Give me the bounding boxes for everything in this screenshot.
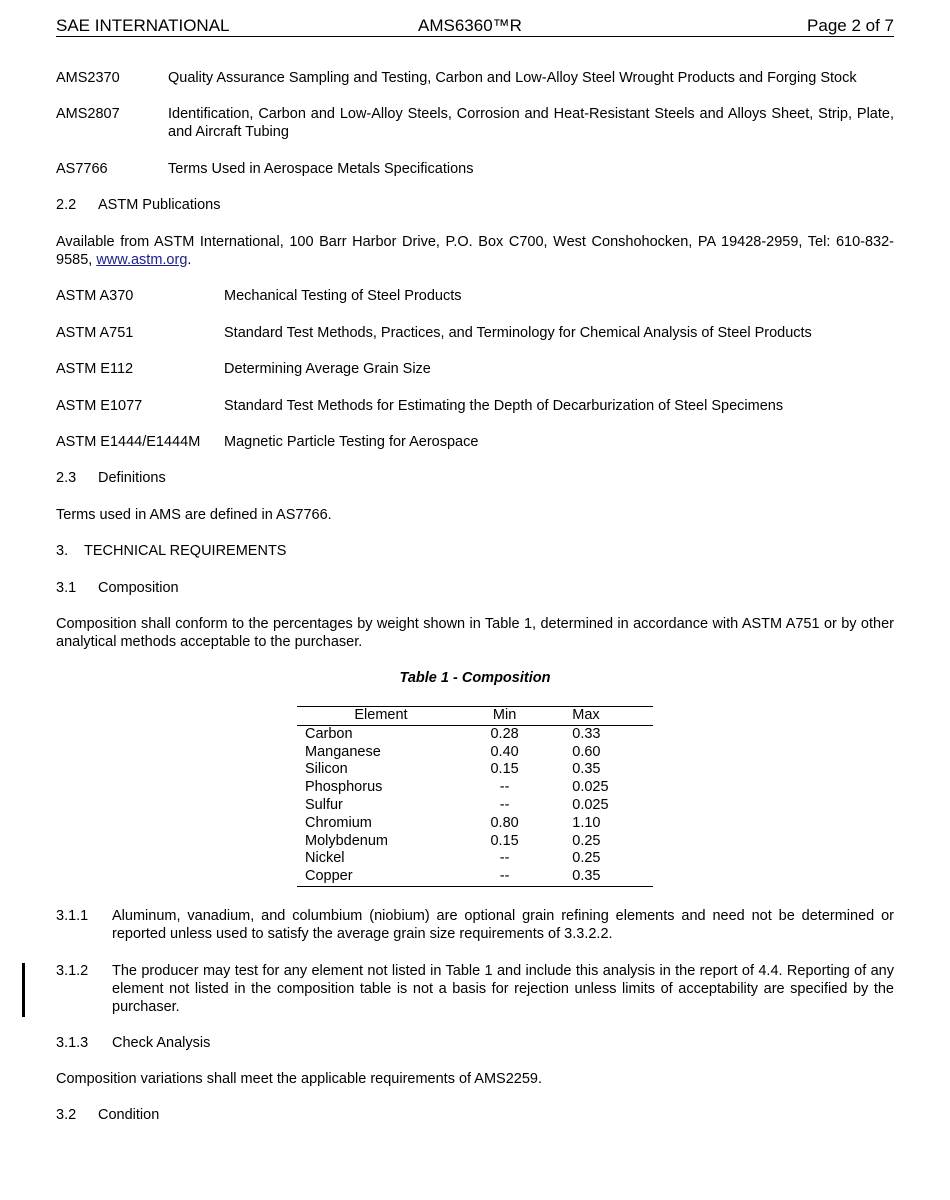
reference-code: AS7766 [56,161,108,177]
table-row [297,850,653,868]
cell-element: Molybdenum [305,832,389,849]
reference-description: Terms Used in Aerospace Metals Specifications [168,161,474,177]
cell-max: 0.025 [572,779,609,796]
cell-max: 1.10 [572,814,601,831]
section-2-3-heading [56,469,166,487]
cell-min: 0.40 [490,743,519,760]
check-analysis-paragraph: Composition variations shall meet the applicable requirements of AMS2259. [56,1071,543,1087]
section-title: TECHNICAL REQUIREMENTS [84,543,287,559]
cell-element: Carbon [305,725,353,742]
reference-description: Standard Test Methods for Estimating the Depth of Decarburization of Steel Specimens [224,398,784,414]
section-text: Aluminum, vanadium, and columbium (niobium) are optional grain refining elements and need not be determined or reported unless used to satisfy the average grain size requirements of 3.3.2.2. [112,908,894,942]
section-2-2-heading [56,196,221,214]
section-number: 3.1 [56,580,77,596]
cell-min: -- [499,850,510,867]
cell-min: 0.15 [490,832,519,849]
cell-max: 0.25 [572,850,601,867]
reference-description: Identification, Carbon and Low-Alloy Steels, Corrosion and Heat-Resistant Steels and Alloys Sheet, Strip, Plate, and Aircraft Tubing [168,106,894,140]
section-3-heading [56,542,287,560]
reference-description: Standard Test Methods, Practices, and Terminology for Chemical Analysis of Steel Products [224,325,812,341]
reference-code: ASTM E1444/E1444M [56,434,201,450]
astm-website-link[interactable]: www.astm.org [96,252,188,268]
cell-element: Phosphorus [305,779,383,796]
section-title: Check Analysis [112,1035,211,1051]
header-organization: SAE INTERNATIONAL [56,16,230,35]
cell-element: Nickel [305,850,345,867]
section-title: Definitions [98,470,166,486]
reference-description: Determining Average Grain Size [224,361,431,377]
cell-min: -- [499,779,510,796]
header-document-number: AMS6360™R [418,16,522,35]
cell-min: -- [499,796,510,813]
cell-max: 0.025 [572,796,609,813]
cell-min: 0.15 [490,761,519,778]
composition-paragraph: Composition shall conform to the percentages by weight shown in Table 1, determined in accordance with ASTM A751 or by other analytical methods acceptable to the purchaser. [56,616,894,650]
table-row [297,815,653,833]
section-title: Condition [98,1107,160,1123]
astm-availability-paragraph [56,233,894,269]
section-number: 3.1.1 [56,908,89,924]
section-number: 3.1.3 [56,1035,89,1051]
cell-element: Sulfur [305,796,343,813]
cell-min: 0.28 [490,725,519,742]
section-number: 3.1.2 [56,963,89,979]
reference-description: Quality Assurance Sampling and Testing, Carbon and Low-Alloy Steel Wrought Products and Forging Stock [168,70,857,86]
reference-code: ASTM A751 [56,325,134,341]
cell-max: 0.35 [572,761,601,778]
table-row [297,868,653,886]
reference-code: ASTM E1077 [56,398,143,414]
table-1-caption: Table 1 - Composition [399,670,551,686]
section-number: 3. [56,543,69,559]
section-text: The producer may test for any element not listed in Table 1 and include this analysis in the report of 4.4. Reporting of any element not listed in the composition table is not a basis for rejection unless limits of acceptability are specified by the purchaser. [112,963,894,1015]
page-header [56,16,894,37]
table-row [297,833,653,851]
cell-element: Chromium [305,814,372,831]
reference-code: ASTM A370 [56,288,134,304]
section-title: ASTM Publications [98,197,221,213]
definitions-paragraph: Terms used in AMS are defined in AS7766. [56,507,332,523]
table-row [297,779,653,797]
reference-description: Mechanical Testing of Steel Products [224,288,462,304]
header-page-number: Page 2 of 7 [807,16,894,35]
table-row [297,744,653,762]
section-3-1-heading [56,579,179,597]
section-title: Composition [98,580,179,596]
section-number: 2.2 [56,197,77,213]
reference-description: Magnetic Particle Testing for Aerospace [224,434,479,450]
table-row [297,725,653,743]
section-number: 3.2 [56,1107,77,1123]
column-header-max: Max [544,707,653,726]
reference-code: AMS2370 [56,70,120,86]
astm-availability-end: . [187,252,192,268]
cell-max: 0.35 [544,868,653,886]
table-header-row [297,707,653,726]
revision-change-bar [22,963,25,1017]
reference-code: AMS2807 [56,106,120,122]
cell-element: Copper [297,868,465,886]
cell-max: 0.25 [572,832,601,849]
table-row [297,797,653,815]
astm-availability-text: Available from ASTM International, 100 Barr Harbor Drive, P.O. Box C700, West Conshohocken, PA 19428-2959, Tel: 610-832-9585, [56,234,894,268]
cell-element: Silicon [305,761,348,778]
cell-min: 0.80 [490,814,519,831]
section-3-2-heading [56,1106,160,1124]
table-row [297,761,653,779]
composition-table [297,706,653,887]
cell-max: 0.60 [572,743,601,760]
section-number: 2.3 [56,470,77,486]
column-header-min: Min [465,707,544,726]
cell-min: -- [465,868,544,886]
column-header-element: Element [297,707,465,726]
cell-element: Manganese [305,743,381,760]
reference-code: ASTM E112 [56,361,134,377]
cell-max: 0.33 [572,725,601,742]
